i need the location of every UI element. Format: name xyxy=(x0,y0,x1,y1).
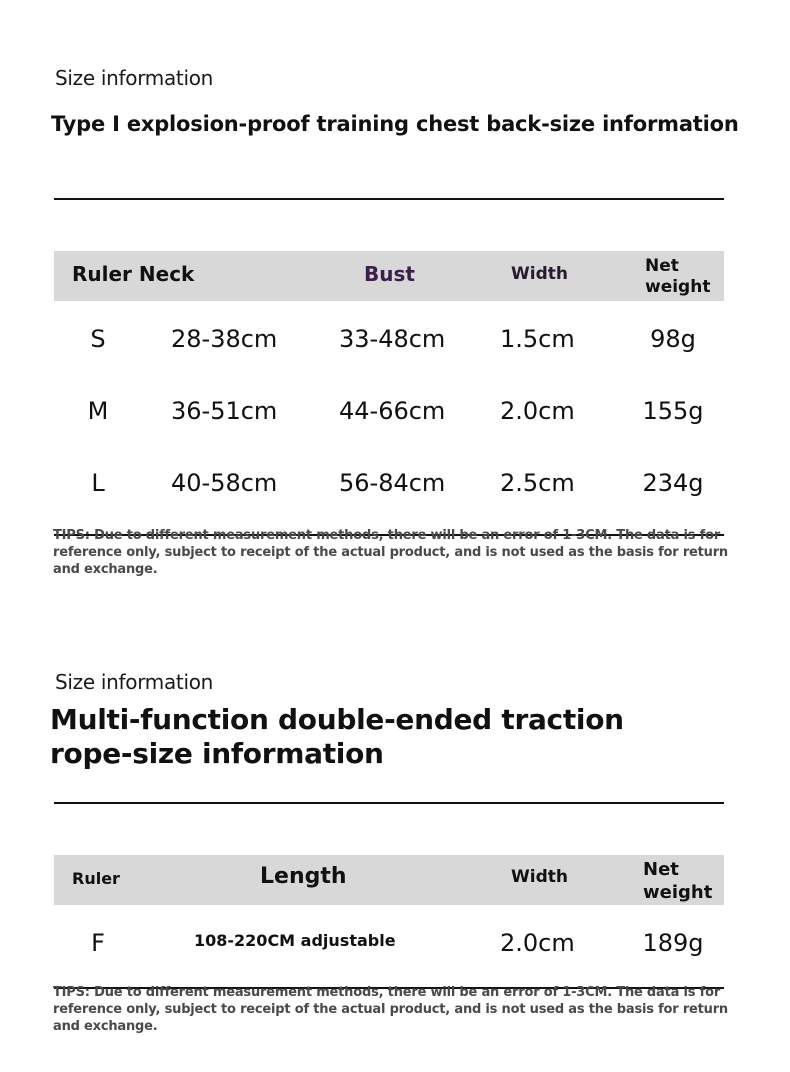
section1-table-header xyxy=(54,251,724,301)
section1-tips: TIPS: Due to different measurement methods, there will be an error of 1-3CM. The data is for reference only, subject to receipt of the actual product, and is not used as the basis for return and exchange. xyxy=(53,528,728,577)
row-width: 2.0cm xyxy=(500,929,575,957)
header-ruler: Ruler xyxy=(72,869,120,888)
header-length: Length xyxy=(260,864,347,889)
header-ruler-neck: Ruler Neck xyxy=(72,262,195,286)
header-net-weight xyxy=(643,858,712,904)
section1-small-title: Size information xyxy=(55,66,214,90)
section2-title-line2: rope-size information xyxy=(50,737,384,770)
header-net-weight-line1: Net xyxy=(643,859,679,880)
row-weight: 98g xyxy=(650,325,696,353)
row-bust: 33-48cm xyxy=(339,325,446,353)
row-size: F xyxy=(91,929,105,957)
header-width: Width xyxy=(511,867,568,887)
header-net-weight xyxy=(645,256,710,298)
row-size: S xyxy=(90,325,106,353)
row-neck: 28-38cm xyxy=(171,325,278,353)
section1-title: Type I explosion-proof training chest back-size information xyxy=(51,112,739,136)
table-row xyxy=(0,929,790,963)
section2-tips: TIPS: Due to different measurement methods, there will be an error of 1-3CM. The data is for reference only, subject to receipt of the actual product, and is not used as the basis for return and exchange. xyxy=(53,985,728,1034)
row-size: M xyxy=(87,397,109,425)
table-row xyxy=(0,325,790,359)
header-net-weight-line2: weight xyxy=(643,882,713,903)
row-size: L xyxy=(91,469,105,497)
table-row xyxy=(0,397,790,431)
row-bust: 56-84cm xyxy=(339,469,446,497)
row-weight: 234g xyxy=(642,469,704,497)
section2-table-header xyxy=(54,855,724,905)
row-weight: 189g xyxy=(642,929,704,957)
section2-title xyxy=(50,703,624,771)
header-net-weight-line1: Net xyxy=(645,256,679,276)
row-neck: 36-51cm xyxy=(171,397,278,425)
row-width: 2.5cm xyxy=(500,469,575,497)
row-width: 1.5cm xyxy=(500,325,575,353)
row-weight: 155g xyxy=(642,397,704,425)
row-width: 2.0cm xyxy=(500,397,575,425)
section2-divider xyxy=(54,802,724,804)
row-neck: 40-58cm xyxy=(171,469,278,497)
section2-title-line1: Multi-function double-ended traction xyxy=(50,703,624,736)
header-width: Width xyxy=(511,264,568,284)
header-net-weight-line2: weight xyxy=(645,277,711,297)
header-bust: Bust xyxy=(364,262,415,286)
row-length: 108-220CM adjustable xyxy=(194,931,396,950)
section2-small-title: Size information xyxy=(55,670,214,694)
row-bust: 44-66cm xyxy=(339,397,446,425)
table-row xyxy=(0,469,790,503)
section1-divider xyxy=(54,198,724,200)
